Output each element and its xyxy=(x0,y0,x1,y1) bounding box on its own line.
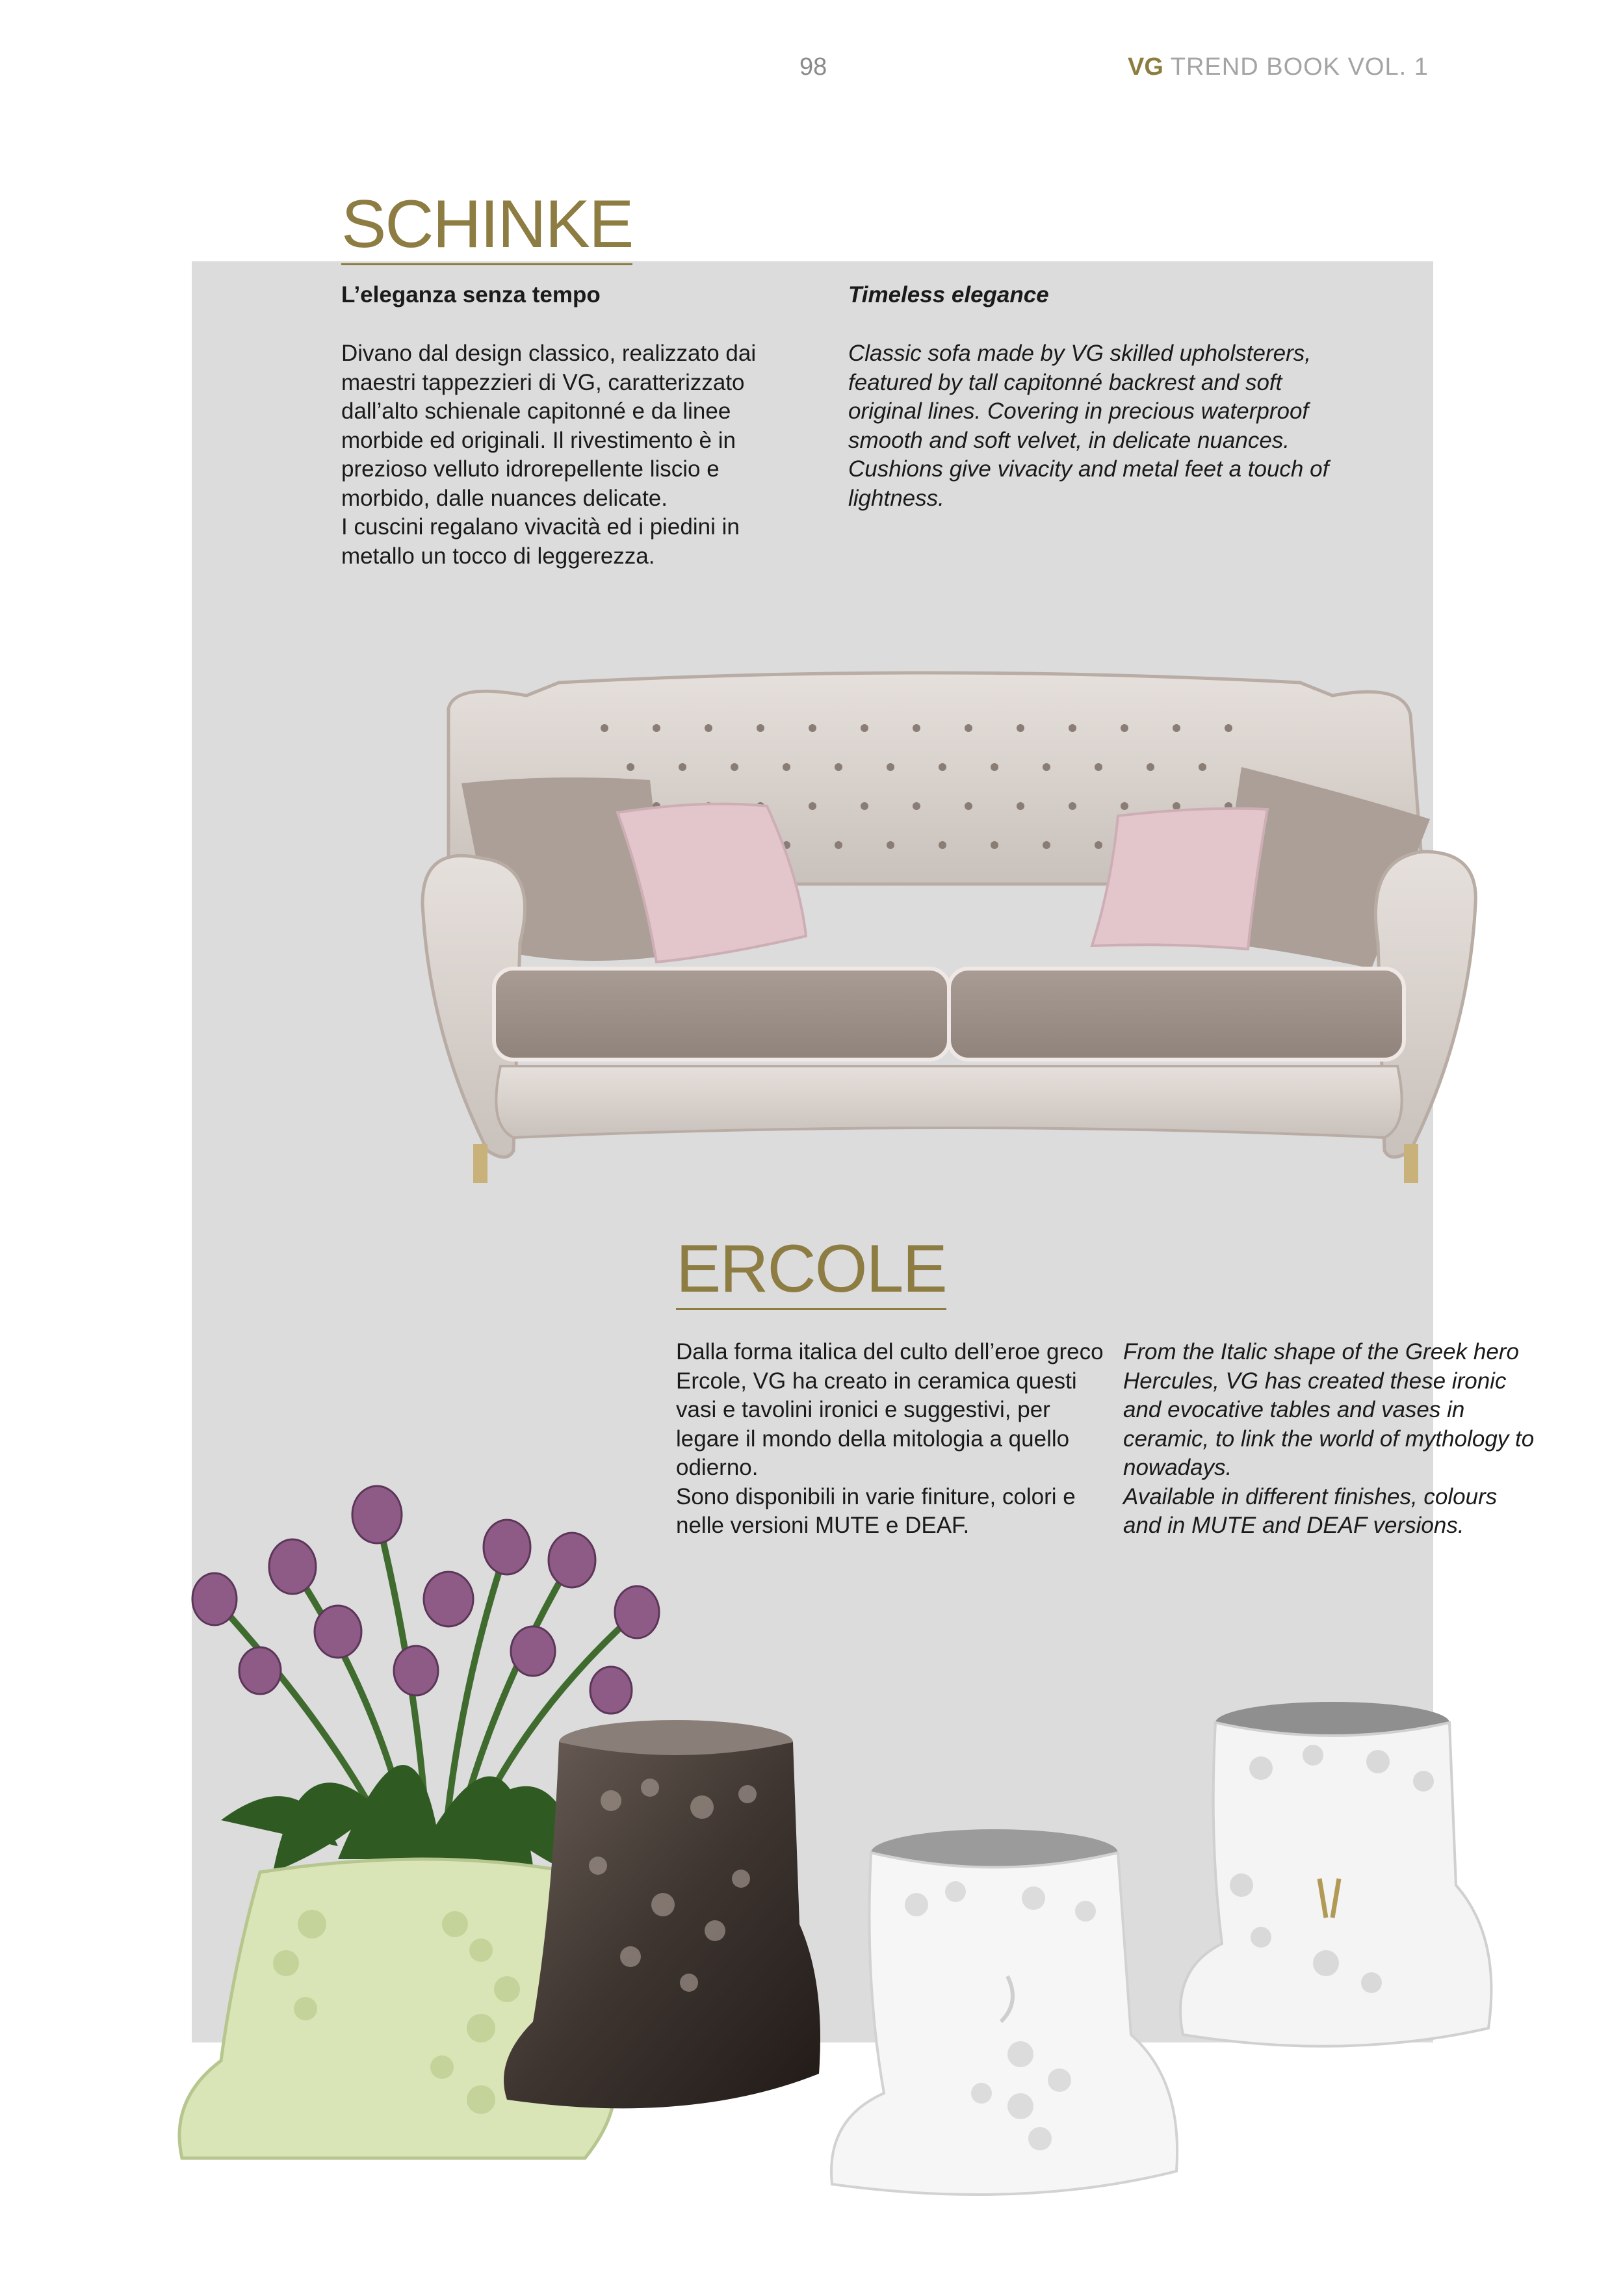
ercole-title: ERCOLE xyxy=(676,1235,946,1310)
ercole-en-paragraph: Available in different finishes, colours and in MUTE and DEAF versions. xyxy=(1123,1483,1498,1538)
ercole-it-description xyxy=(676,1338,1118,1541)
running-header xyxy=(1128,53,1429,81)
schinke-it-description xyxy=(341,339,796,571)
brand-mark: VG xyxy=(1128,53,1163,81)
ercole-en-description xyxy=(1123,1338,1539,1541)
ercole-it-paragraph: Sono disponibili in varie finiture, colori e nelle versioni MUTE e DEAF. xyxy=(676,1483,1076,1538)
schinke-title: SCHINKE xyxy=(341,190,632,265)
publication-title: TREND BOOK VOL. 1 xyxy=(1170,53,1429,81)
ercole-white-stool-image xyxy=(825,1820,1189,2197)
schinke-it-paragraph: Divano dal design classico, realizzato dai maestri tappezzieri di VG, caratterizzato dall’alto schienale capitonné e da linee morbide ed originali. Il rivestimento è in prezioso velluto idrorepellente liscio e morbido, dalle nuances delicate. xyxy=(341,341,757,511)
ercole-it-paragraph: Dalla forma italica del culto dell’eroe greco Ercole, VG ha creato in ceramica questi vasi e tavolini ironici e suggestivi, per legare il mondo della mitologia a quello odierno. xyxy=(676,1339,1104,1480)
ercole-bronze-stool-image xyxy=(494,1710,845,2126)
schinke-it-paragraph: I cuscini regalano vivacità ed i piedini in metallo un tocco di leggerezza. xyxy=(341,514,740,569)
schinke-sofa-image xyxy=(409,670,1488,1209)
ercole-en-paragraph: From the Italic shape of the Greek hero Hercules, VG has created these ironic and evocative tables and vases in ceramic, to link the world of mythology to nowadays. xyxy=(1123,1339,1535,1480)
ercole-deaf-stool-image xyxy=(1163,1690,1501,2054)
schinke-en-subtitle: Timeless elegance xyxy=(848,282,1049,307)
schinke-en-description xyxy=(848,339,1342,513)
schinke-it-subtitle: L’eleganza senza tempo xyxy=(341,282,601,307)
page-number: 98 xyxy=(799,53,827,81)
schinke-en-paragraph: Classic sofa made by VG skilled upholsterers, featured by tall capitonné backrest and soft original lines. Covering in precious waterproof smooth and soft velvet, in delicate nuances. Cushions give vivacity and metal feet a touch of lightness. xyxy=(848,341,1329,511)
